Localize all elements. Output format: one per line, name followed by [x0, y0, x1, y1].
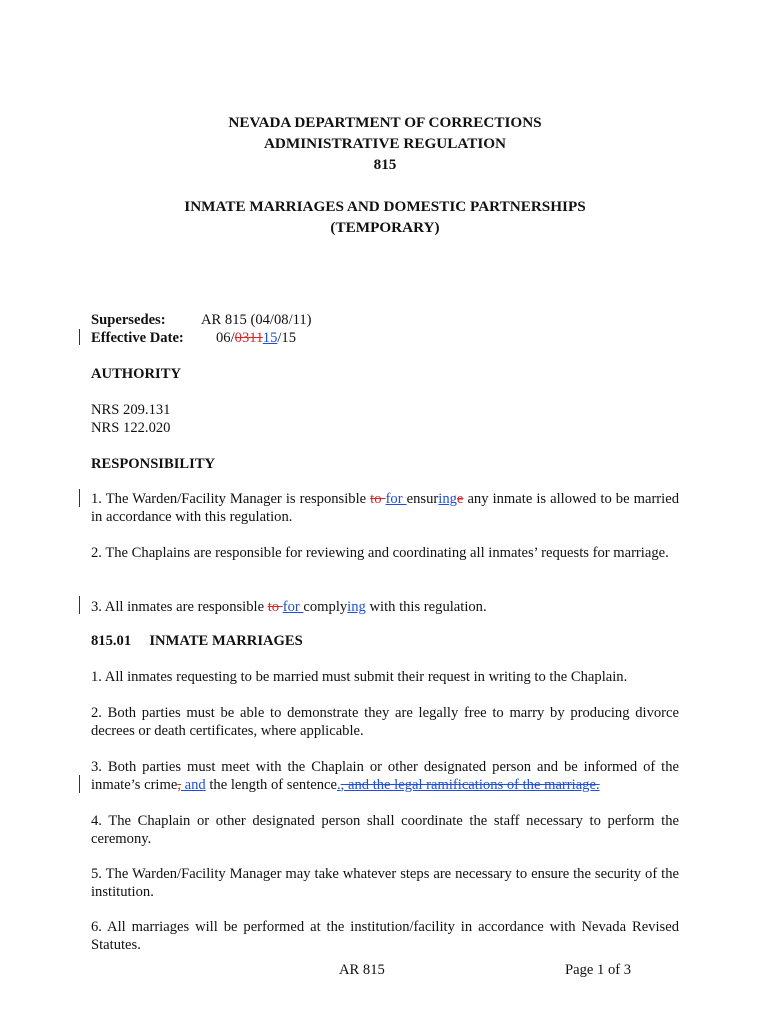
section-item-2: 2. Both parties must be able to demonstrate they are legally free to marry by producing divorce decrees or death certificates, where applicable. [91, 705, 679, 739]
footer-document-id: AR 815 [339, 962, 385, 978]
section-item-4: 4. The Chaplain or other designated person shall coordinate the staff necessary to perform the ceremony. [91, 813, 679, 847]
paragraph-text: the length of sentence [205, 777, 338, 793]
responsibility-item-3 [91, 598, 679, 616]
regulation-type: ADMINISTRATIVE REGULATION [263, 135, 507, 152]
deleted-text: , [177, 777, 181, 793]
deleted-text: e [456, 491, 464, 507]
effective-date-suffix: /15 [277, 330, 297, 346]
inserted-text: for [385, 491, 407, 507]
effective-date-prefix: 06/ [216, 330, 235, 346]
section-item-6: 6. All marriages will be performed at the institution/facility in accordance with Nevada Revised Statutes. [91, 919, 679, 953]
deleted-text: , and the legal ramifications of the marriage. [340, 777, 600, 793]
regulation-number: 815 [373, 156, 397, 173]
inserted-text: 15 [262, 330, 278, 346]
responsibility-item-2: 2. The Chaplains are responsible for reviewing and coordinating all inmates’ requests for marriage. [91, 545, 669, 561]
authority-item: NRS 122.020 [91, 420, 171, 436]
inserted-text: . [337, 777, 341, 793]
paragraph-text: 3. All inmates are responsible [91, 599, 268, 615]
change-bar [79, 489, 80, 507]
change-bar [79, 329, 80, 345]
supersedes-label: Supersedes: [91, 312, 166, 328]
paragraph-text: ensur [406, 491, 439, 507]
authority-item: NRS 209.131 [91, 402, 171, 418]
authority-heading: AUTHORITY [91, 366, 182, 382]
inserted-text: ing [438, 491, 457, 507]
section-item-3 [91, 758, 679, 794]
effective-date-value [216, 329, 296, 347]
paragraph-text: comply [303, 599, 348, 615]
responsibility-heading: RESPONSIBILITY [91, 456, 216, 472]
inserted-text: ing [347, 599, 366, 615]
section-heading: 815.01 INMATE MARRIAGES [91, 633, 303, 649]
section-item-1: 1. All inmates requesting to be married must submit their request in writing to the Chaplain. [91, 669, 628, 685]
paragraph-text: any inmate is allowed to be married in accordance with this regulation. [91, 491, 679, 525]
regulation-title: INMATE MARRIAGES AND DOMESTIC PARTNERSHIPS [184, 198, 586, 215]
footer-page-number: Page 1 of 3 [565, 962, 632, 978]
responsibility-item-1 [91, 490, 679, 526]
regulation-subtitle: (TEMPORARY) [330, 219, 440, 236]
inserted-text: and [180, 777, 206, 793]
paragraph-text: with this regulation. [365, 599, 487, 615]
paragraph-text: 3. Both parties must meet with the Chaplain or other designated person and be informed of the inmate’s crime [91, 759, 679, 793]
deleted-text: to [267, 599, 283, 615]
change-bar [79, 596, 80, 614]
inserted-text: for [282, 599, 304, 615]
supersedes-value: AR 815 (04/08/11) [201, 312, 312, 328]
paragraph-text: 1. The Warden/Facility Manager is responsible [91, 491, 371, 507]
agency-title: NEVADA DEPARTMENT OF CORRECTIONS [228, 114, 542, 131]
deleted-text: 0311 [234, 330, 263, 346]
change-bar [79, 775, 80, 793]
deleted-text: to [370, 491, 386, 507]
effective-date-label: Effective Date: [91, 330, 184, 346]
section-item-5: 5. The Warden/Facility Manager may take whatever steps are necessary to ensure the security of the institution. [91, 866, 679, 900]
